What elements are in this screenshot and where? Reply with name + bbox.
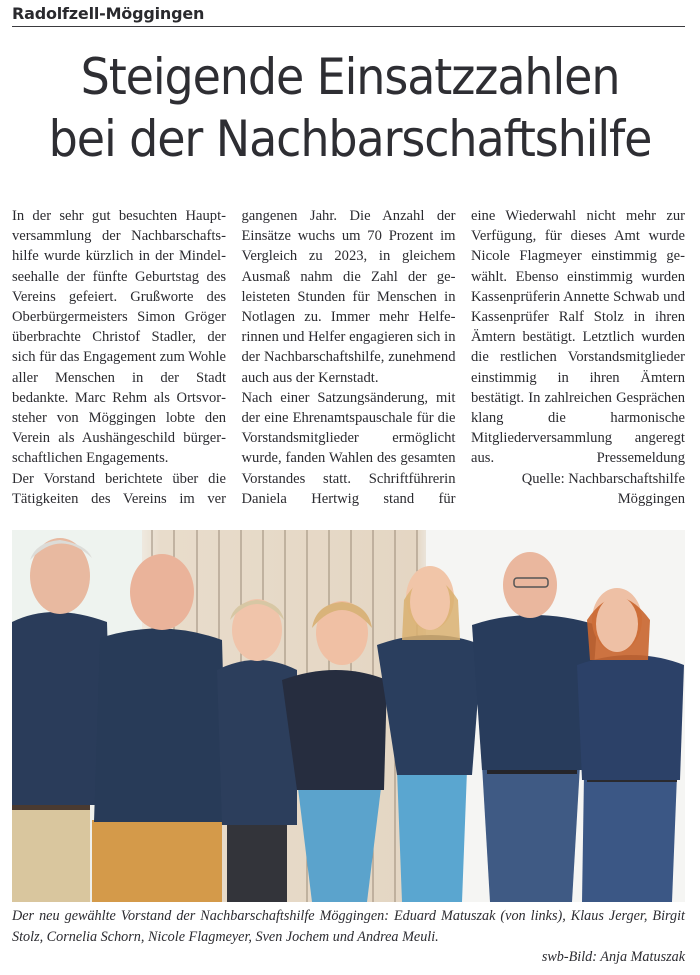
headline-line-2: bei der Nachbarschaftshilfe xyxy=(48,110,652,168)
section-label: Radolfzell-Möggingen xyxy=(12,4,685,27)
paragraph: gangenen Jahr. Die Anzahl der Einsätze wuchs um 70 Prozent im Vergleich zu 2023, in gleichem Ausmaß nahm die Zahl der geleisteten Stunden für Menschen in Notlagen zu. Immer mehr Helferinnen und Helfer engagieren sich in der Nachbarschaftshilfe, zunehmend auch aus der Kernstadt. xyxy=(241,208,456,386)
person-4 xyxy=(282,601,387,902)
article-column-3 xyxy=(471,206,685,516)
group-photo xyxy=(12,530,685,902)
article-column-1 xyxy=(12,206,226,516)
paragraph: In der sehr gut besuchten Hauptversammlung der Nachbarschaftshilfe wurde kürzlich in der Mindelseehalle der fünfte Geburtstag des Vereins gefeiert. Grußworte des Oberbürgermeisters Simon Gröger überbrachte Christof Stadler, der sich für das Engagement zum Wohle aller Menschen in der Stadt bedankte. Marc Rehm als Ortsvorsteher von Möggingen lobte den Verein als Aushängeschild bürgerschaftlichen Engagements. xyxy=(12,208,226,467)
paragraph: eine Wiederwahl nicht mehr zur Verfügung, für dieses Amt wurde Nicole Flagmeyer einstimmig gewählt. Ebenso einstimmig wurden Kassenprüferin Annette Schwab und Kassenprüfer Ralf Stolz in ihren Ämtern bestätigt. Letztlich wurden die restlichen Vorstandsmitglieder einstimmig in ihren Ämtern bestätigt. In zahlreichen Gesprächen klang die harmonische Mitgliederversammlung angeregt aus. Pressemeldung xyxy=(471,208,685,467)
photo-credit: swb-Bild: Anja Matuszak xyxy=(541,949,685,965)
article-body xyxy=(12,206,685,516)
source-line-1: Quelle: Nachbarschaftshilfe xyxy=(521,470,685,487)
photo-caption: Der neu gewählte Vorstand der Nachbarschaftshilfe Möggingen: Eduard Matuszak (von links), Klaus Jerger, Birgit Stolz, Cornelia Schorn, Nicole Flagmeyer, Sven Jochem und Andrea Meuli. xyxy=(12,908,685,945)
article-column-2 xyxy=(242,206,456,516)
headline-line-1: Steigende Einsatzzahlen xyxy=(80,48,620,106)
paragraph: Der Vorstand berichtete über die Tätigkeiten des Vereins im ver xyxy=(12,470,226,507)
source-line-2: Möggingen xyxy=(617,490,685,507)
headline xyxy=(28,46,672,170)
paragraph: Nach einer Satzungsänderung, mit der eine Ehrenamtspauschale für die Vorstandsmitglieder ermöglicht wurde, fanden Wahlen des gesamten Vorstandes statt. Schriftführerin Daniela Hertwig stand für xyxy=(241,389,456,507)
group-photo-illustration xyxy=(12,530,685,902)
